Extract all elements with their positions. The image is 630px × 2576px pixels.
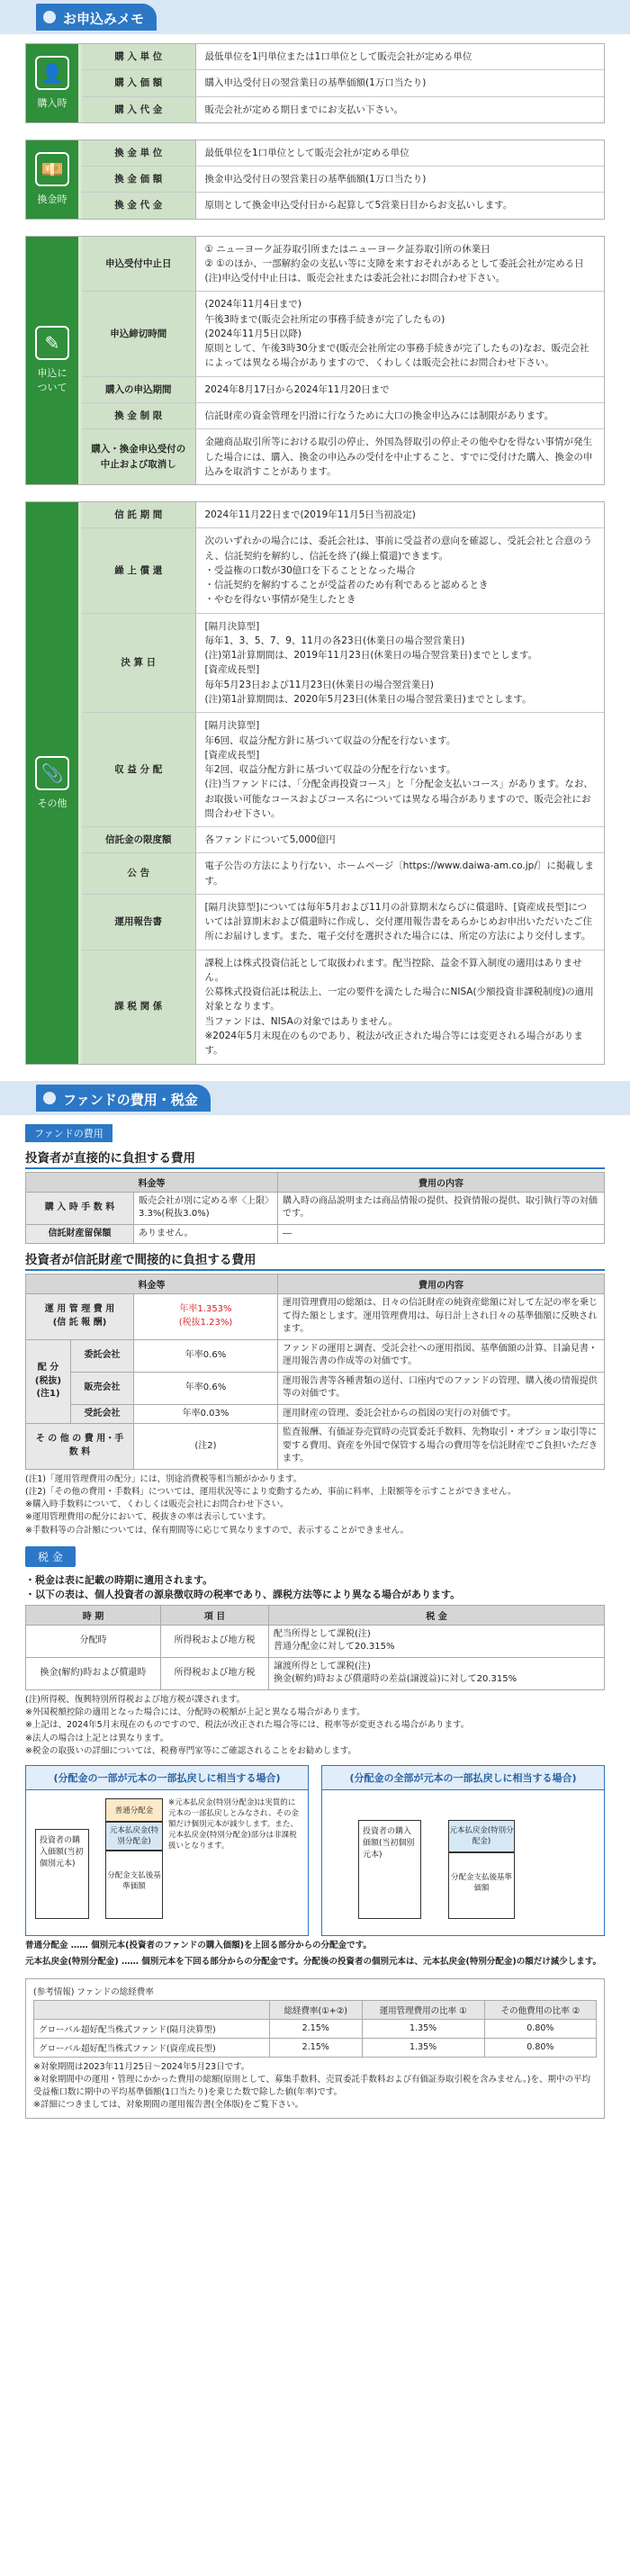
text: 運 用 管 理 費 用 (信 託 報 酬)	[26, 1294, 134, 1340]
text: 税 金	[269, 1605, 605, 1625]
sub-label-tax: 税 金	[25, 1546, 76, 1567]
row-heading: 申込受付中止日	[82, 237, 195, 292]
text: 分配金支払後基準価額	[105, 1851, 163, 1919]
text: 委託会社	[71, 1339, 134, 1372]
text: その他	[37, 797, 68, 809]
row-value: 原則として換金申込受付日から起算して5営業日目からお支払いします。	[204, 200, 513, 212]
table-row	[82, 96, 604, 122]
text: (注2)「その他の費用・手数料」については、運用状況等により変動するため、事前に料率、上限額等を示すことができません。	[25, 1486, 517, 1497]
table-row	[82, 44, 604, 70]
table-row	[82, 853, 604, 895]
text: 所得税および地方税	[161, 1657, 269, 1689]
diagram-legend: 普通分配金 …… 個別元本(投資者のファンドの購入価額)を上回る部分からの分配金です。	[25, 1941, 372, 1951]
tax-bullet: ・税金は表に記載の時期に適用されます。	[25, 1573, 213, 1586]
section-header-application	[0, 0, 630, 34]
table-row	[82, 167, 604, 193]
row-heading: 繰 上 償 還	[82, 528, 195, 613]
person-icon: 👤	[35, 56, 69, 90]
text: 運用報告書等各種書類の送付、口座内でのファンドの管理、購入後の情報提供等の対価です。	[278, 1372, 605, 1404]
text: 0.80%	[484, 2038, 596, 2057]
table-row	[82, 292, 604, 376]
row-value: 電子公告の方法により行ない、ホームページ〔https://www.daiwa-am.co.jp/〕に掲載します。	[195, 853, 604, 895]
indirect-cost-table	[25, 1274, 605, 1470]
text: ※上記は、2024年5月末現在のものですので、税法が改正された場合等には、税率等が変更される場合があります。	[25, 1720, 470, 1731]
row-value: 信託財産の資金管理を円滑に行なうために大口の換金申込みには制限があります。	[195, 402, 604, 428]
text: ―	[278, 1224, 605, 1244]
table-row	[82, 140, 604, 167]
row-heading: 信託金の限度額	[82, 827, 195, 853]
row-value: 最低単位を1円単位または1口単位として販売会社が定める単位	[195, 44, 604, 70]
col-header: 料金等	[26, 1172, 278, 1192]
text: 換金(解約)時および償還時	[26, 1657, 161, 1689]
table-row	[82, 894, 604, 950]
text: 投資者の購入価額(当初個別元本)	[358, 1820, 421, 1919]
table-row	[26, 1339, 605, 1372]
total-expense-ratio-box	[25, 1978, 605, 2119]
sub-label-costs: ファンドの費用	[25, 1124, 112, 1142]
row-heading: 収 益 分 配	[82, 713, 195, 827]
pen-icon: ✎	[35, 326, 69, 360]
text: 費用の内容	[278, 1274, 605, 1294]
text: 購入時の商品説明または商品情報の提供、投資情報の提供、取引執行等の対価です。	[278, 1192, 605, 1224]
row-heading: 購入・換金申込受付の中止および取消し	[82, 429, 195, 484]
text: 普通分配金	[105, 1798, 163, 1822]
text: 販売会社	[71, 1372, 134, 1404]
text: (分配金の全部が元本の一部払戻しに相当する場合)	[322, 1766, 604, 1790]
text: ※運用管理費用の配分において、税抜きの率は表示しています。	[25, 1512, 272, 1523]
indirect-cost-title: 投資者が信託財産で間接的に負担する費用	[25, 1249, 605, 1271]
row-value: [隔月決算型]については毎年5月および11月の計算期末ならびに償還時、[資産成長型]については計算期末および償還時に作成し、交付運用報告書をあらかじめお申出いただいたご住所にお届けします。また、電子交付を選択された場合には、所定の方法により交付します。	[195, 894, 604, 950]
table-row	[82, 193, 604, 219]
text: 1.35%	[362, 2019, 484, 2038]
row-value: 最低単位を1口単位として販売会社が定める単位	[195, 140, 604, 167]
text: 監査報酬、有価証券売買時の売買委託手数料、先物取引・オプション取引等に要する費用、資産を外国で保管する場合の費用等を信託財産でご負担いただきます。	[278, 1424, 605, 1470]
table-row	[82, 502, 604, 528]
table-row	[26, 1404, 605, 1424]
text: グローバル超好配当株式ファンド(隔月決算型)	[34, 2019, 270, 2038]
col-header: 費用の内容	[278, 1172, 605, 1192]
table-row	[34, 2038, 597, 2057]
text: 年率0.03%	[134, 1404, 278, 1424]
text: ※手数料等の合計額については、保有期間等に応じて異なりますので、表示することができません。	[25, 1525, 410, 1536]
row-value: [隔月決算型] 毎年1、3、5、7、9、11月の各23日(休業日の場合翌営業日) (注)第1計算期間は、2019年11月23日(休業日の場合翌営業日)までとします。 [資産成長型] 毎年5月23日および11月23日(休業日の場合翌営業日) (注)第1計算期間は、2020年5月23日(休業日の場合翌営業日)までとします。	[195, 613, 604, 713]
text: ※詳細につきましては、対象期間の運用報告書(全体版)をご覧下さい。	[33, 2100, 304, 2111]
distribution-diagram	[25, 1765, 605, 1936]
row-heading: 換 金 価 額	[82, 167, 195, 193]
text: 配当所得として課税(注) 普通分配金に対して20.315%	[269, 1625, 605, 1657]
text: 2.15%	[269, 2038, 362, 2057]
table-row	[82, 429, 604, 484]
table-row	[26, 1294, 605, 1340]
table-row	[82, 713, 604, 827]
table-row	[82, 237, 604, 292]
row-value: 課税上は株式投資信託として取扱われます。配当控除、益金不算入制度の適用はありません。 公募株式投資信託は税法上、一定の要件を満たした場合にNISA(少額投資非課税制度)の適用対象となります。 当ファンドは、NISAの対象ではありません。 ※2024年5月末現在のものであり、税法が改正された場合等には変更される場合があります。	[204, 957, 594, 1057]
text: ※対象期間は2023年11月25日～2024年5月23日です。	[33, 2061, 250, 2072]
text: 元本払戻金(特別分配金)	[105, 1822, 163, 1851]
row-heading: 信 託 期 間	[82, 502, 195, 528]
text: 料金等	[26, 1274, 278, 1294]
section-header-costs	[0, 1081, 630, 1115]
row-heading: 購入の申込期間	[82, 376, 195, 402]
table-row	[26, 1224, 605, 1244]
text: 申込に ついて	[37, 367, 68, 394]
text: 購入時	[37, 97, 68, 110]
row-value: ① ニューヨーク証券取引所またはニューヨーク証券取引所の休業日 ② ①のほか、一部解約金の支払い等に支障を来すおそれがあるとして委託会社が定める日 (注)申込受付中止日は、販売会社または委託会社にお問合わせ下さい。	[195, 237, 604, 292]
tax-notes	[25, 1694, 605, 1758]
row-value: [隔月決算型] 年6回、収益分配方針に基づいて収益の分配を行ないます。 [資産成長型] 年2回、収益分配方針に基づいて収益の分配を行ないます。 (注)当ファンドには、「分配金再投資コース」と「分配金支払いコース」があります。なお、お取扱い可能なコースおよびコース名については異なる場合がありますので、販売会社にお問合わせ下さい。	[195, 713, 604, 827]
text: ありません。	[134, 1224, 278, 1244]
text: 投資者の購入価額(当初個別元本)	[35, 1829, 89, 1919]
row-value: 次のいずれかの場合には、委託会社は、事前に受益者の意向を確認し、受託会社と合意のうえ、信託契約を解約し、信託を終了(繰上償還)できます。 ・受益権の口数が30億口を下ることとなった場合 ・信託契約を解約することが受益者のため有利であると認めるとき ・やむを得ない事情が発生したとき	[195, 528, 604, 613]
text: 総経費率(①+②)	[269, 2000, 362, 2019]
row-heading: 申込締切時間	[82, 292, 195, 376]
table-row	[82, 950, 604, 1063]
row-heading: 換 金 単 位	[82, 140, 195, 167]
text: (注2)	[134, 1424, 278, 1470]
diagram-right	[321, 1765, 605, 1936]
table-row	[26, 1372, 605, 1404]
block-apply	[25, 236, 605, 485]
text: 分配時	[26, 1625, 161, 1657]
cost-notes	[25, 1473, 605, 1537]
text: 運用財産の管理、委託会社からの指図の実行の対価です。	[278, 1404, 605, 1424]
row-heading: 換 金 制 限	[82, 402, 195, 428]
text: 譲渡所得として課税(注) 換金(解約)時および償還時の差益(譲渡益)に対して20.315%	[269, 1657, 605, 1689]
side-label-apply	[26, 237, 82, 484]
table-row	[82, 613, 604, 713]
text: 1.35%	[362, 2038, 484, 2057]
side-label-sell	[26, 140, 82, 219]
row-value: 金融商品取引所等における取引の停止、外国為替取引の停止その他やむを得ない事情が発生した場合には、購入、換金の申込みの受付を中止すること、すでに受付けた購入、換金の申込みを取消すことがあります。	[204, 437, 593, 477]
table-row	[26, 1192, 605, 1224]
text: ファンドの運用と調査、受託会社への運用指図、基準価額の計算、目論見書・運用報告書の作成等の対価です。	[278, 1339, 605, 1372]
row-value: 2024年11月22日まで(2019年11月5日当初設定)	[195, 502, 604, 528]
block-sell	[25, 140, 605, 220]
diagram-left	[25, 1765, 309, 1936]
row-value: 販売会社が定める期日までにお支払い下さい。	[204, 104, 403, 115]
text: 2.15%	[269, 2019, 362, 2038]
row-heading: 換 金 代 金	[82, 193, 195, 219]
text: 年率0.6%	[134, 1372, 278, 1404]
text: 分配金支払後基準価額	[448, 1852, 515, 1919]
table-row	[82, 827, 604, 853]
text: ※法人の場合は上記とは異なります。	[25, 1733, 169, 1743]
text: (注)所得税、復興特別所得税および地方税が課されます。	[25, 1694, 246, 1705]
diagram-legend: 元本払戻金(特別分配金) …… 個別元本を下回る部分からの分配金です。分配後の投資者の個別元本は、元本払戻金(特別分配金)の額だけ減少します。	[25, 1957, 601, 1968]
text: 運用管理費用の比率 ①	[362, 2000, 484, 2019]
side-label-other	[26, 502, 82, 1064]
text: 年率0.6%	[134, 1339, 278, 1372]
row-value: 換金申込受付日の翌営業日の基準価額(1万口当たり)	[195, 167, 604, 193]
section-title: ファンドの費用・税金	[36, 1085, 211, 1112]
ref-title: (参考情報) ファンドの総経費率	[33, 1986, 154, 1997]
text: 時 期	[26, 1605, 161, 1625]
text: 元本払戻金(特別分配金)	[448, 1820, 515, 1852]
row-heading: 運用報告書	[82, 894, 195, 950]
block-buy	[25, 43, 605, 123]
text: (分配金の一部が元本の一部払戻しに相当する場合)	[26, 1766, 308, 1790]
text	[34, 2000, 270, 2019]
row-value: (2024年11月4日まで) 午後3時まで(販売会社所定の事務手続きが完了したもの) (2024年11月5日以降) 原則として、午後3時30分まで(販売会社所定の事務手続きが完了したもの)なお、販売会社によっては異なる場合がありますので、くわしくは販売会社にお問合わせ下さい。	[195, 292, 604, 376]
text: 年率1.353% (税抜1.23%)	[134, 1294, 278, 1340]
paperclip-icon: 📎	[35, 756, 69, 790]
text: ※元本払戻金(特別分配金)は実質的に元本の一部払戻しとみなされ、その金額だけ個別元本が減少します。また、元本払戻金(特別分配金)部分は非課税扱いとなります。	[168, 1798, 300, 1851]
table-row	[82, 70, 604, 96]
row-heading: 課 税 関 係	[82, 950, 195, 1063]
tax-bullet: ・以下の表は、個人投資者の源泉徴収時の税率であり、課税方法等により異なる場合があります。	[25, 1588, 461, 1600]
table-row	[82, 528, 604, 613]
text: 受託会社	[71, 1404, 134, 1424]
side-label-buy	[26, 44, 82, 122]
text: 0.80%	[484, 2019, 596, 2038]
table-row	[34, 2019, 597, 2038]
row-heading: 購 入 価 額	[82, 70, 195, 96]
table-row	[26, 1657, 605, 1689]
text: そ の 他 の 費 用・手 数 料	[26, 1424, 134, 1470]
text: 所得税および地方税	[161, 1625, 269, 1657]
row-value: 各ファンドについて5,000億円	[195, 827, 604, 853]
text: 運用管理費用の総額は、日々の信託財産の純資産総額に対して左記の率を乗じて得た額とします。運用管理費用は、毎日計上され日々の基準価額に反映されます。	[278, 1294, 605, 1340]
text: 換金時	[37, 194, 68, 206]
table-row	[26, 1424, 605, 1470]
direct-cost-table	[25, 1172, 605, 1245]
table-row	[82, 402, 604, 428]
section-title: お申込みメモ	[36, 4, 157, 31]
row-heading: 購 入 代 金	[82, 96, 195, 122]
row-value: 購入申込受付日の翌営業日の基準価額(1万口当たり)	[195, 70, 604, 96]
direct-cost-title: 投資者が直接的に負担する費用	[25, 1148, 605, 1169]
text: その他費用の比率 ②	[484, 2000, 596, 2019]
expense-ratio-table	[33, 2000, 597, 2058]
coin-icon: 💴	[35, 152, 69, 186]
tax-table	[25, 1605, 605, 1690]
text: ※購入時手数料について、くわしくは販売会社にお問合わせ下さい。	[25, 1500, 289, 1510]
row-value: 2024年8月17日から2024年11月20日まで	[195, 376, 604, 402]
table-row	[26, 1625, 605, 1657]
text: 販売会社が別に定める率〈上限〉3.3%(税抜3.0%)	[134, 1192, 278, 1224]
block-other	[25, 501, 605, 1065]
row-heading: 公 告	[82, 853, 195, 895]
text: 項 目	[161, 1605, 269, 1625]
text: 配 分 (税抜) (注1)	[26, 1339, 71, 1424]
text: (注1)「運用管理費用の配分」には、別途消費税等相当額がかかります。	[25, 1473, 302, 1484]
text: グローバル超好配当株式ファンド(資産成長型)	[34, 2038, 270, 2057]
text: ※対象期間中の運用・管理にかかった費用の総額(原則として、募集手数料、売買委託手数料および有価証券取引税を含みません。)を、期中の平均受益権口数に期中の平均基準価額(1口当たり)を乗じた数で除した値(年率)です。	[33, 2074, 591, 2098]
text: 購 入 時 手 数 料	[26, 1192, 134, 1224]
text: ※税金の取扱いの詳細については、税務専門家等にご確認されることをお勧めします。	[25, 1745, 357, 1756]
text: 信託財産留保額	[26, 1224, 134, 1244]
text: ※外国税額控除の適用となった場合には、分配時の税額が上記と異なる場合があります。	[25, 1707, 365, 1718]
row-heading: 購 入 単 位	[82, 44, 195, 70]
table-row	[82, 376, 604, 402]
row-heading: 決 算 日	[82, 613, 195, 713]
